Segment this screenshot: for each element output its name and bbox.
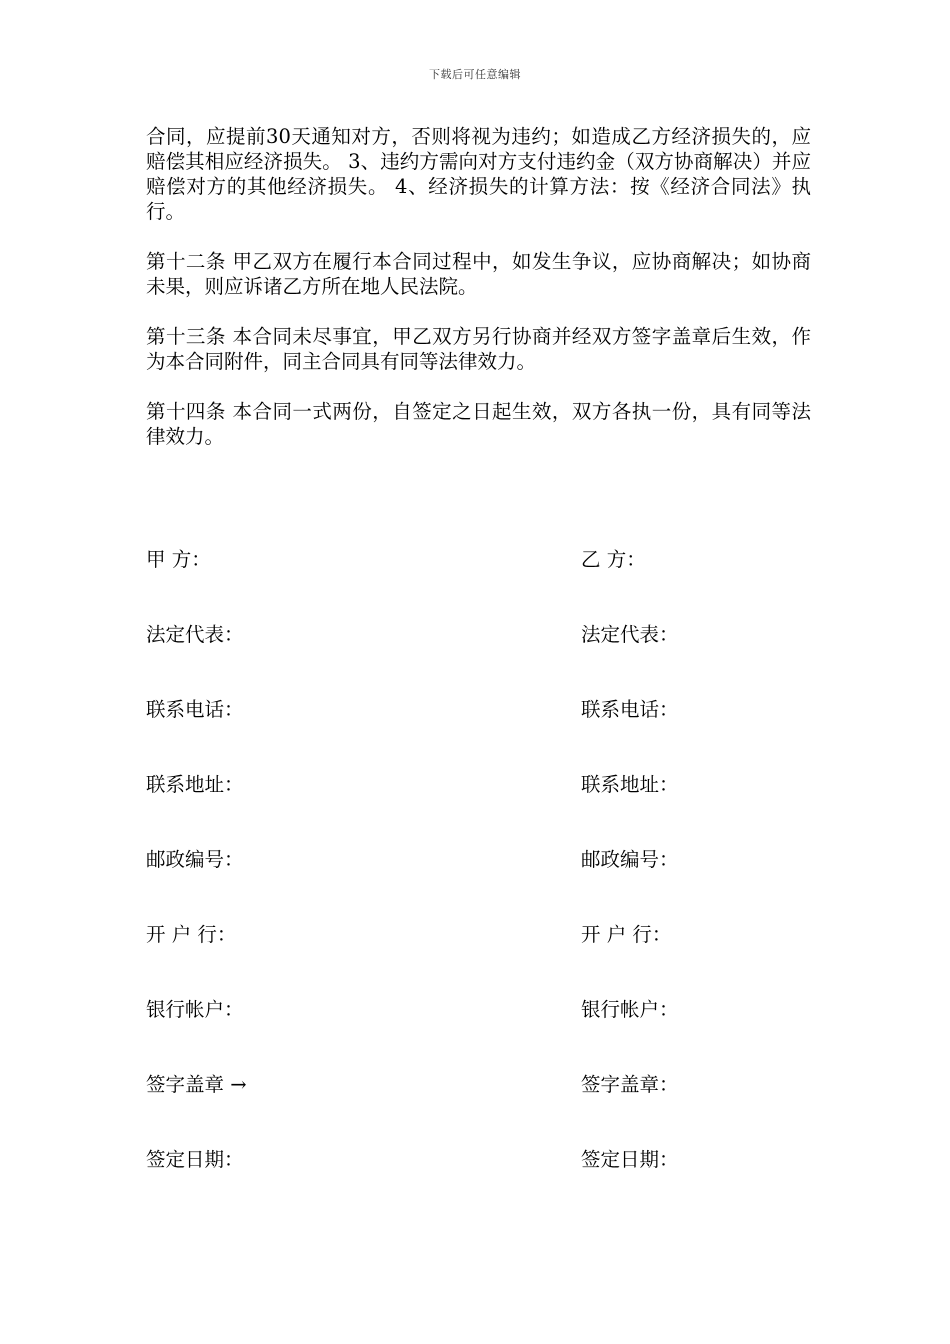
party-a-bank-label: 开 户 行： <box>146 923 237 946</box>
party-b-seal-label: 签字盖章： <box>581 1073 679 1096</box>
download-note: 下载后可任意编辑 <box>429 68 521 81</box>
contract-body <box>146 124 811 474</box>
party-b-column <box>581 497 679 1222</box>
party-a-column <box>146 497 247 1222</box>
party-b-bank-label: 开 户 行： <box>581 923 672 946</box>
paragraph-breach-terms: 合同，应提前30天通知对方，否则将视为违约；如造成乙方经济损失的，应赔偿其相应经济损失。 3、违约方需向对方支付违约金（双方协商解决）并应赔偿对方的其他经济损失。 4、经济损失的计算方法：按《经济合同法》执行。 <box>146 125 811 223</box>
party-b-address-label: 联系地址： <box>581 773 679 796</box>
party-a-account-label: 银行帐户： <box>146 998 244 1021</box>
party-a-representative-label: 法定代表： <box>146 623 244 646</box>
party-a-name-label: 甲 方： <box>146 548 211 571</box>
party-b-name-label: 乙 方： <box>581 548 646 571</box>
party-a-phone-label: 联系电话： <box>146 698 244 721</box>
party-b-phone-label: 联系电话： <box>581 698 679 721</box>
party-b-representative-label: 法定代表： <box>581 623 679 646</box>
party-a-seal-label: 签字盖章 → <box>146 1073 247 1096</box>
party-b-account-label: 银行帐户： <box>581 998 679 1021</box>
party-a-date-label: 签定日期： <box>146 1148 244 1171</box>
party-a-postcode-label: 邮政编号： <box>146 848 244 871</box>
party-a-address-label: 联系地址： <box>146 773 244 796</box>
paragraph-article-13: 第十三条 本合同未尽事宜，甲乙双方另行协商并经双方签字盖章后生效，作为本合同附件，同主合同具有同等法律效力。 <box>146 325 811 373</box>
party-b-date-label: 签定日期： <box>581 1148 679 1171</box>
paragraph-article-14: 第十四条 本合同一式两份，自签定之日起生效，双方各执一份，具有同等法律效力。 <box>146 400 811 448</box>
party-b-postcode-label: 邮政编号： <box>581 848 679 871</box>
paragraph-article-12: 第十二条 甲乙双方在履行本合同过程中，如发生争议，应协商解决；如协商未果，则应诉诸乙方所在地人民法院。 <box>146 250 811 298</box>
